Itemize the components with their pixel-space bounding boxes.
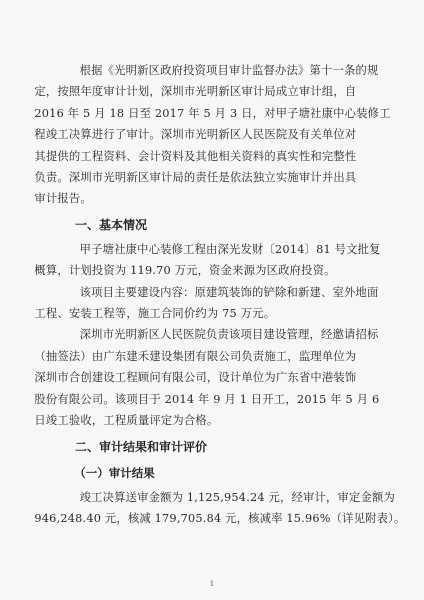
text-line: 946,248.40 元，核减 179,705.84 元，核减率 15.96%（详见附表）。 <box>34 511 406 525</box>
section-heading-audit-results: 二、审计结果和审计评价 <box>75 439 208 454</box>
scope-paragraph <box>34 282 379 325</box>
text-line: 其提供的工程资料、会计资料及其他相关资料的真实性和完整性 <box>34 149 357 163</box>
text-line: 定，按照年度审计计划，深圳市光明新区审计局成立审计组，自 <box>34 85 357 99</box>
text-line: （抽签法）由广东建禾建设集团有限公司负责施工，监理单位为 <box>34 349 357 363</box>
section-heading-basic-info: 一、基本情况 <box>75 217 148 232</box>
management-paragraph <box>34 324 380 431</box>
text-line: 该项目主要建设内容：原建筑装饰的铲除和新建、室外地面 <box>79 285 379 299</box>
text-line: 根据《光明新区政府投资项目审计监督办法》第十一条的规 <box>79 64 379 77</box>
text-line: 甲子塘社康中心装修工程由深光发财〔2014〕81 号文批复 <box>79 242 381 256</box>
text-line: 2016 年 5 月 18 日至 2017 年 5 月 3 日，对甲子塘社康中心装修工 <box>34 106 391 120</box>
subsection-heading-audit-result: （一）审计结果 <box>74 465 155 480</box>
text-line: 日竣工验收，工程质量评定为合格。 <box>34 414 219 428</box>
text-line: 工程、安装工程等，施工合同价约为 75 万元。 <box>34 307 276 321</box>
text-line: 深圳市合创建设工程顾问有限公司，设计单位为广东省中港装饰 <box>34 371 357 385</box>
intro-paragraph <box>34 60 391 210</box>
result-paragraph <box>34 487 406 530</box>
text-line: 程竣工决算进行了审计。深圳市光明新区人民医院及有关单位对 <box>34 128 357 142</box>
text-line: 深圳市光明新区人民医院负责该项目建设管理，经邀请招标 <box>79 328 379 342</box>
page-number: 1 <box>209 580 215 588</box>
text-line: 概算，计划投资为 119.70 万元，资金来源为区政府投资。 <box>34 264 336 278</box>
text-line: 审计报告。 <box>34 192 92 206</box>
text-line: 股份有限公司。该项目于 2014 年 9 月 1 日开工，2015 年 5 月 6 <box>34 392 380 406</box>
text-line: 负责。深圳市光明新区审计局的责任是依法独立实施审计并出具 <box>34 171 357 185</box>
approval-paragraph <box>34 239 381 282</box>
text-line: 竣工决算送审金额为 1,125,954.24 元，经审计，审定金额为 <box>79 490 395 504</box>
